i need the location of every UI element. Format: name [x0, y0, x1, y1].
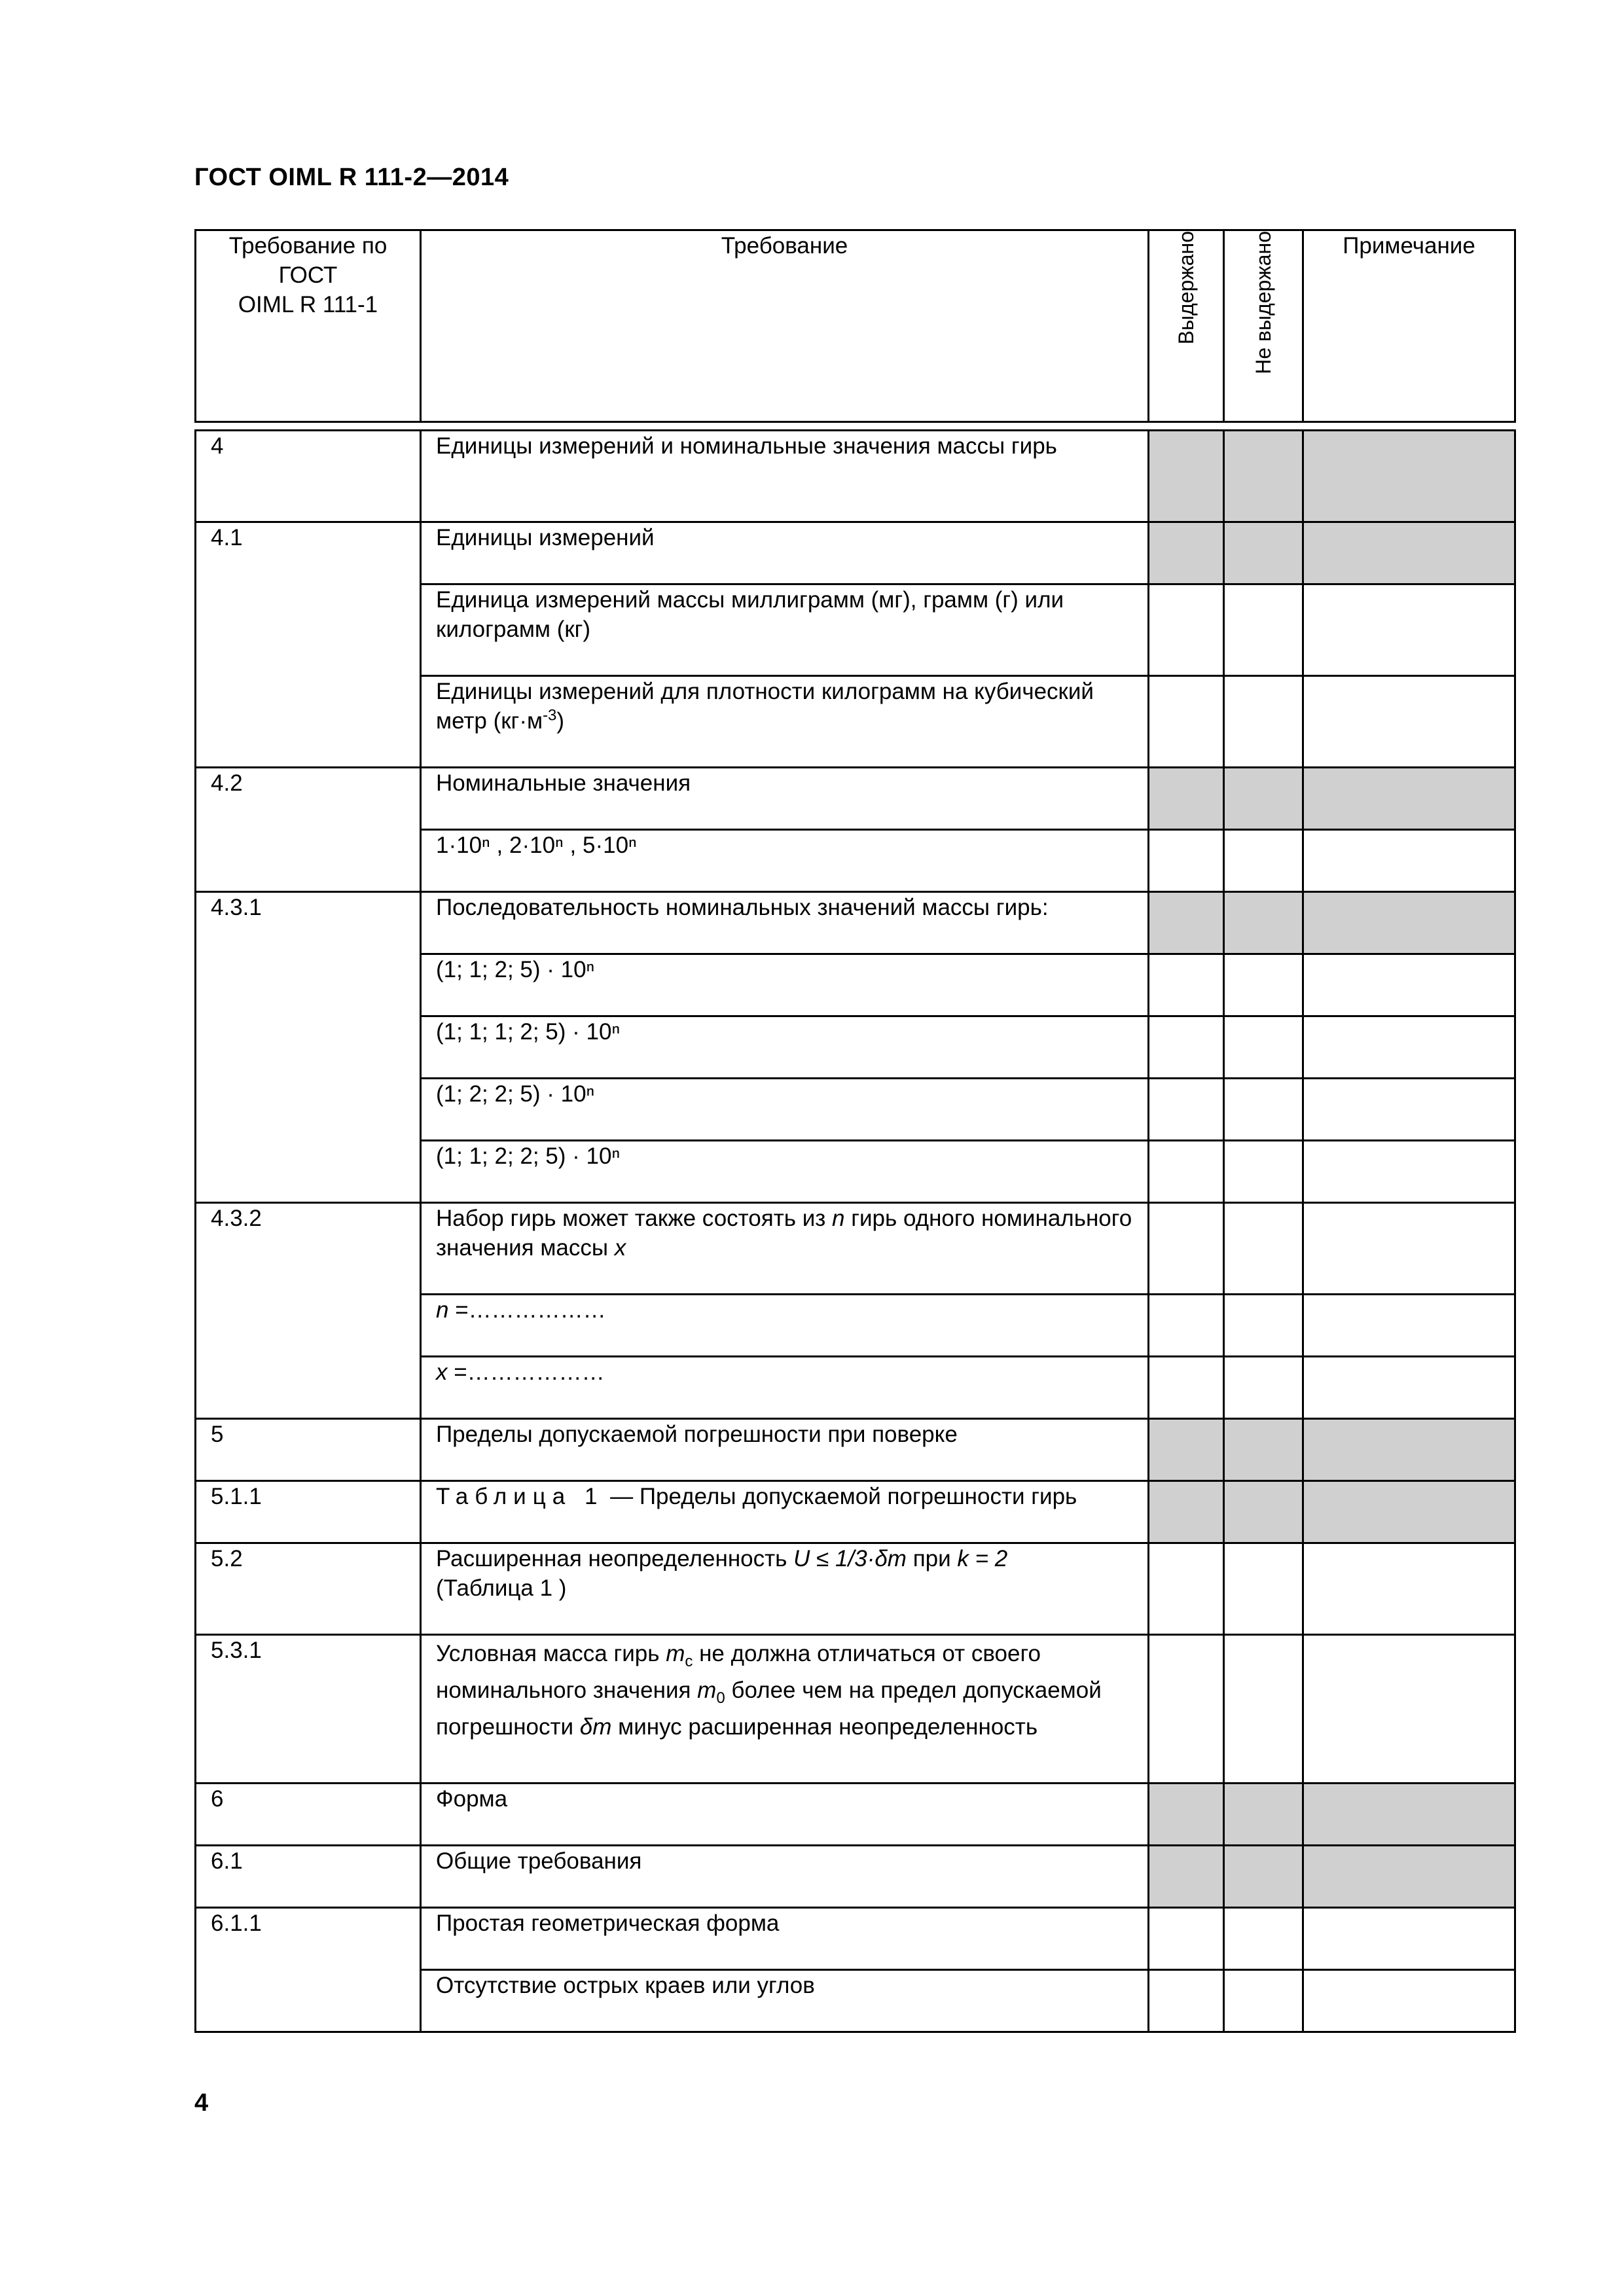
passed-cell: [1149, 1419, 1224, 1481]
row-requirement: Общие требования: [421, 1846, 1149, 1908]
failed-cell[interactable]: [1224, 676, 1303, 768]
failed-cell[interactable]: [1224, 1970, 1303, 2032]
failed-cell: [1224, 522, 1303, 584]
failed-cell: [1224, 1784, 1303, 1846]
page-number: 4: [194, 2089, 209, 2117]
row-code: 4.3.2: [196, 1203, 421, 1419]
failed-cell[interactable]: [1224, 1543, 1303, 1635]
row-requirement: n =………………: [421, 1295, 1149, 1357]
note-cell[interactable]: [1303, 1141, 1515, 1203]
note-cell[interactable]: [1303, 584, 1515, 676]
requirements-table: [194, 229, 1516, 2033]
row-requirement: Единица измерений массы миллиграмм (мг), грамм (г) или килограмм (кг): [421, 584, 1149, 676]
failed-cell: [1224, 1846, 1303, 1908]
note-cell[interactable]: [1303, 1970, 1515, 2032]
row-requirement: (1; 2; 2; 5) · 10ⁿ: [421, 1079, 1149, 1141]
row-requirement: Единицы измерений и номинальные значения массы гирь: [421, 431, 1149, 522]
failed-cell[interactable]: [1224, 1203, 1303, 1295]
failed-cell[interactable]: [1224, 1016, 1303, 1079]
passed-cell[interactable]: [1149, 1357, 1224, 1419]
note-cell: [1303, 522, 1515, 584]
note-cell[interactable]: [1303, 676, 1515, 768]
passed-cell[interactable]: [1149, 954, 1224, 1016]
row-requirement: Номинальные значения: [421, 768, 1149, 830]
row-requirement: (1; 1; 2; 5) · 10ⁿ: [421, 954, 1149, 1016]
row-requirement: Простая геометрическая форма: [421, 1908, 1149, 1970]
table-row: [196, 768, 1515, 830]
row-requirement: Отсутствие острых краев или углов: [421, 1970, 1149, 2032]
failed-cell[interactable]: [1224, 830, 1303, 892]
table-row: [196, 522, 1515, 584]
column-header-requirement: Требование: [421, 230, 1149, 422]
failed-cell[interactable]: [1224, 954, 1303, 1016]
failed-cell[interactable]: [1224, 1635, 1303, 1784]
table-row: [196, 1784, 1515, 1846]
passed-cell[interactable]: [1149, 1203, 1224, 1295]
passed-cell: [1149, 431, 1224, 522]
failed-cell[interactable]: [1224, 1357, 1303, 1419]
passed-cell: [1149, 768, 1224, 830]
passed-cell: [1149, 1846, 1224, 1908]
row-requirement: Расширенная неопределенность U ≤ 1/3·δm при k = 2 (Таблица 1 ): [421, 1543, 1149, 1635]
failed-cell[interactable]: [1224, 584, 1303, 676]
passed-cell: [1149, 522, 1224, 584]
column-header-note: Примечание: [1303, 230, 1515, 422]
failed-cell: [1224, 1419, 1303, 1481]
row-code: 6.1.1: [196, 1908, 421, 2032]
note-cell: [1303, 431, 1515, 522]
passed-cell[interactable]: [1149, 1635, 1224, 1784]
note-cell: [1303, 892, 1515, 954]
table-header-row: [196, 230, 1515, 422]
failed-cell: [1224, 431, 1303, 522]
passed-cell: [1149, 1481, 1224, 1543]
note-cell[interactable]: [1303, 830, 1515, 892]
note-cell: [1303, 1419, 1515, 1481]
row-requirement: Единицы измерений: [421, 522, 1149, 584]
note-cell[interactable]: [1303, 1016, 1515, 1079]
row-requirement: 1·10ⁿ , 2·10ⁿ , 5·10ⁿ: [421, 830, 1149, 892]
row-code: 5.1.1: [196, 1481, 421, 1543]
failed-cell[interactable]: [1224, 1079, 1303, 1141]
table-row: [196, 1481, 1515, 1543]
row-code: 6.1: [196, 1846, 421, 1908]
row-requirement: Набор гирь может также состоять из n гирь одного номинального значения массы x: [421, 1203, 1149, 1295]
note-cell[interactable]: [1303, 1079, 1515, 1141]
failed-cell[interactable]: [1224, 1141, 1303, 1203]
passed-cell: [1149, 892, 1224, 954]
passed-cell[interactable]: [1149, 1970, 1224, 2032]
row-code: 5.3.1: [196, 1635, 421, 1784]
note-cell: [1303, 1481, 1515, 1543]
failed-cell[interactable]: [1224, 1908, 1303, 1970]
row-requirement: Единицы измерений для плотности килограмм на кубический метр $(кг\cdot м^{-3})$: [421, 676, 1149, 768]
row-requirement: Последовательность номинальных значений массы гирь:: [421, 892, 1149, 954]
row-code: 5: [196, 1419, 421, 1481]
row-code: 4.3.1: [196, 892, 421, 1203]
note-cell[interactable]: [1303, 1635, 1515, 1784]
row-requirement: (1; 1; 1; 2; 5) · 10ⁿ: [421, 1016, 1149, 1079]
note-cell[interactable]: [1303, 1357, 1515, 1419]
table-row: [196, 1635, 1515, 1784]
note-cell[interactable]: [1303, 1908, 1515, 1970]
passed-cell[interactable]: [1149, 1295, 1224, 1357]
passed-cell[interactable]: [1149, 1016, 1224, 1079]
note-cell[interactable]: [1303, 1295, 1515, 1357]
row-code: 4.2: [196, 768, 421, 892]
row-code: 5.2: [196, 1543, 421, 1635]
row-requirement: (1; 1; 2; 2; 5) · 10ⁿ: [421, 1141, 1149, 1203]
note-cell: [1303, 1846, 1515, 1908]
table-row: [196, 431, 1515, 522]
note-cell[interactable]: [1303, 1203, 1515, 1295]
table-row: [196, 1846, 1515, 1908]
passed-cell: [1149, 1784, 1224, 1846]
note-cell: [1303, 1784, 1515, 1846]
passed-cell[interactable]: [1149, 1543, 1224, 1635]
passed-cell[interactable]: [1149, 830, 1224, 892]
failed-cell: [1224, 768, 1303, 830]
table-row: [196, 1419, 1515, 1481]
passed-cell[interactable]: [1149, 584, 1224, 676]
row-requirement: Таблица 1 — Пределы допускаемой погрешности гирь: [421, 1481, 1149, 1543]
row-requirement: x =………………: [421, 1357, 1149, 1419]
row-requirement: Форма: [421, 1784, 1149, 1846]
row-code: 4.1: [196, 522, 421, 768]
header-gap: [196, 422, 1515, 431]
note-cell[interactable]: [1303, 1543, 1515, 1635]
passed-cell[interactable]: [1149, 1079, 1224, 1141]
table-row: [196, 892, 1515, 954]
row-code: 6: [196, 1784, 421, 1846]
row-requirement: Условная масса гирь $m_c$ не должна отличаться от своего номинального значения $m_0$ более чем на предел допускаемой погрешности δm минус расширенная неопределенность: [421, 1635, 1149, 1784]
failed-cell[interactable]: [1224, 1295, 1303, 1357]
passed-cell[interactable]: [1149, 1141, 1224, 1203]
passed-cell[interactable]: [1149, 676, 1224, 768]
passed-cell[interactable]: [1149, 1908, 1224, 1970]
table-row: [196, 1543, 1515, 1635]
table-row: [196, 1908, 1515, 1970]
document-header: ГОСТ OIML R 111-2—2014: [194, 164, 509, 191]
column-header-ref: Требование по ГОСТ OIML R 111-1: [196, 230, 421, 422]
row-requirement: Пределы допускаемой погрешности при поверке: [421, 1419, 1149, 1481]
row-code: 4: [196, 431, 421, 522]
note-cell[interactable]: [1303, 954, 1515, 1016]
failed-cell: [1224, 1481, 1303, 1543]
column-header-failed: Не выдержано: [1224, 230, 1303, 422]
column-header-passed: Выдержано: [1149, 230, 1224, 422]
failed-cell: [1224, 892, 1303, 954]
note-cell: [1303, 768, 1515, 830]
table-row: [196, 1203, 1515, 1295]
